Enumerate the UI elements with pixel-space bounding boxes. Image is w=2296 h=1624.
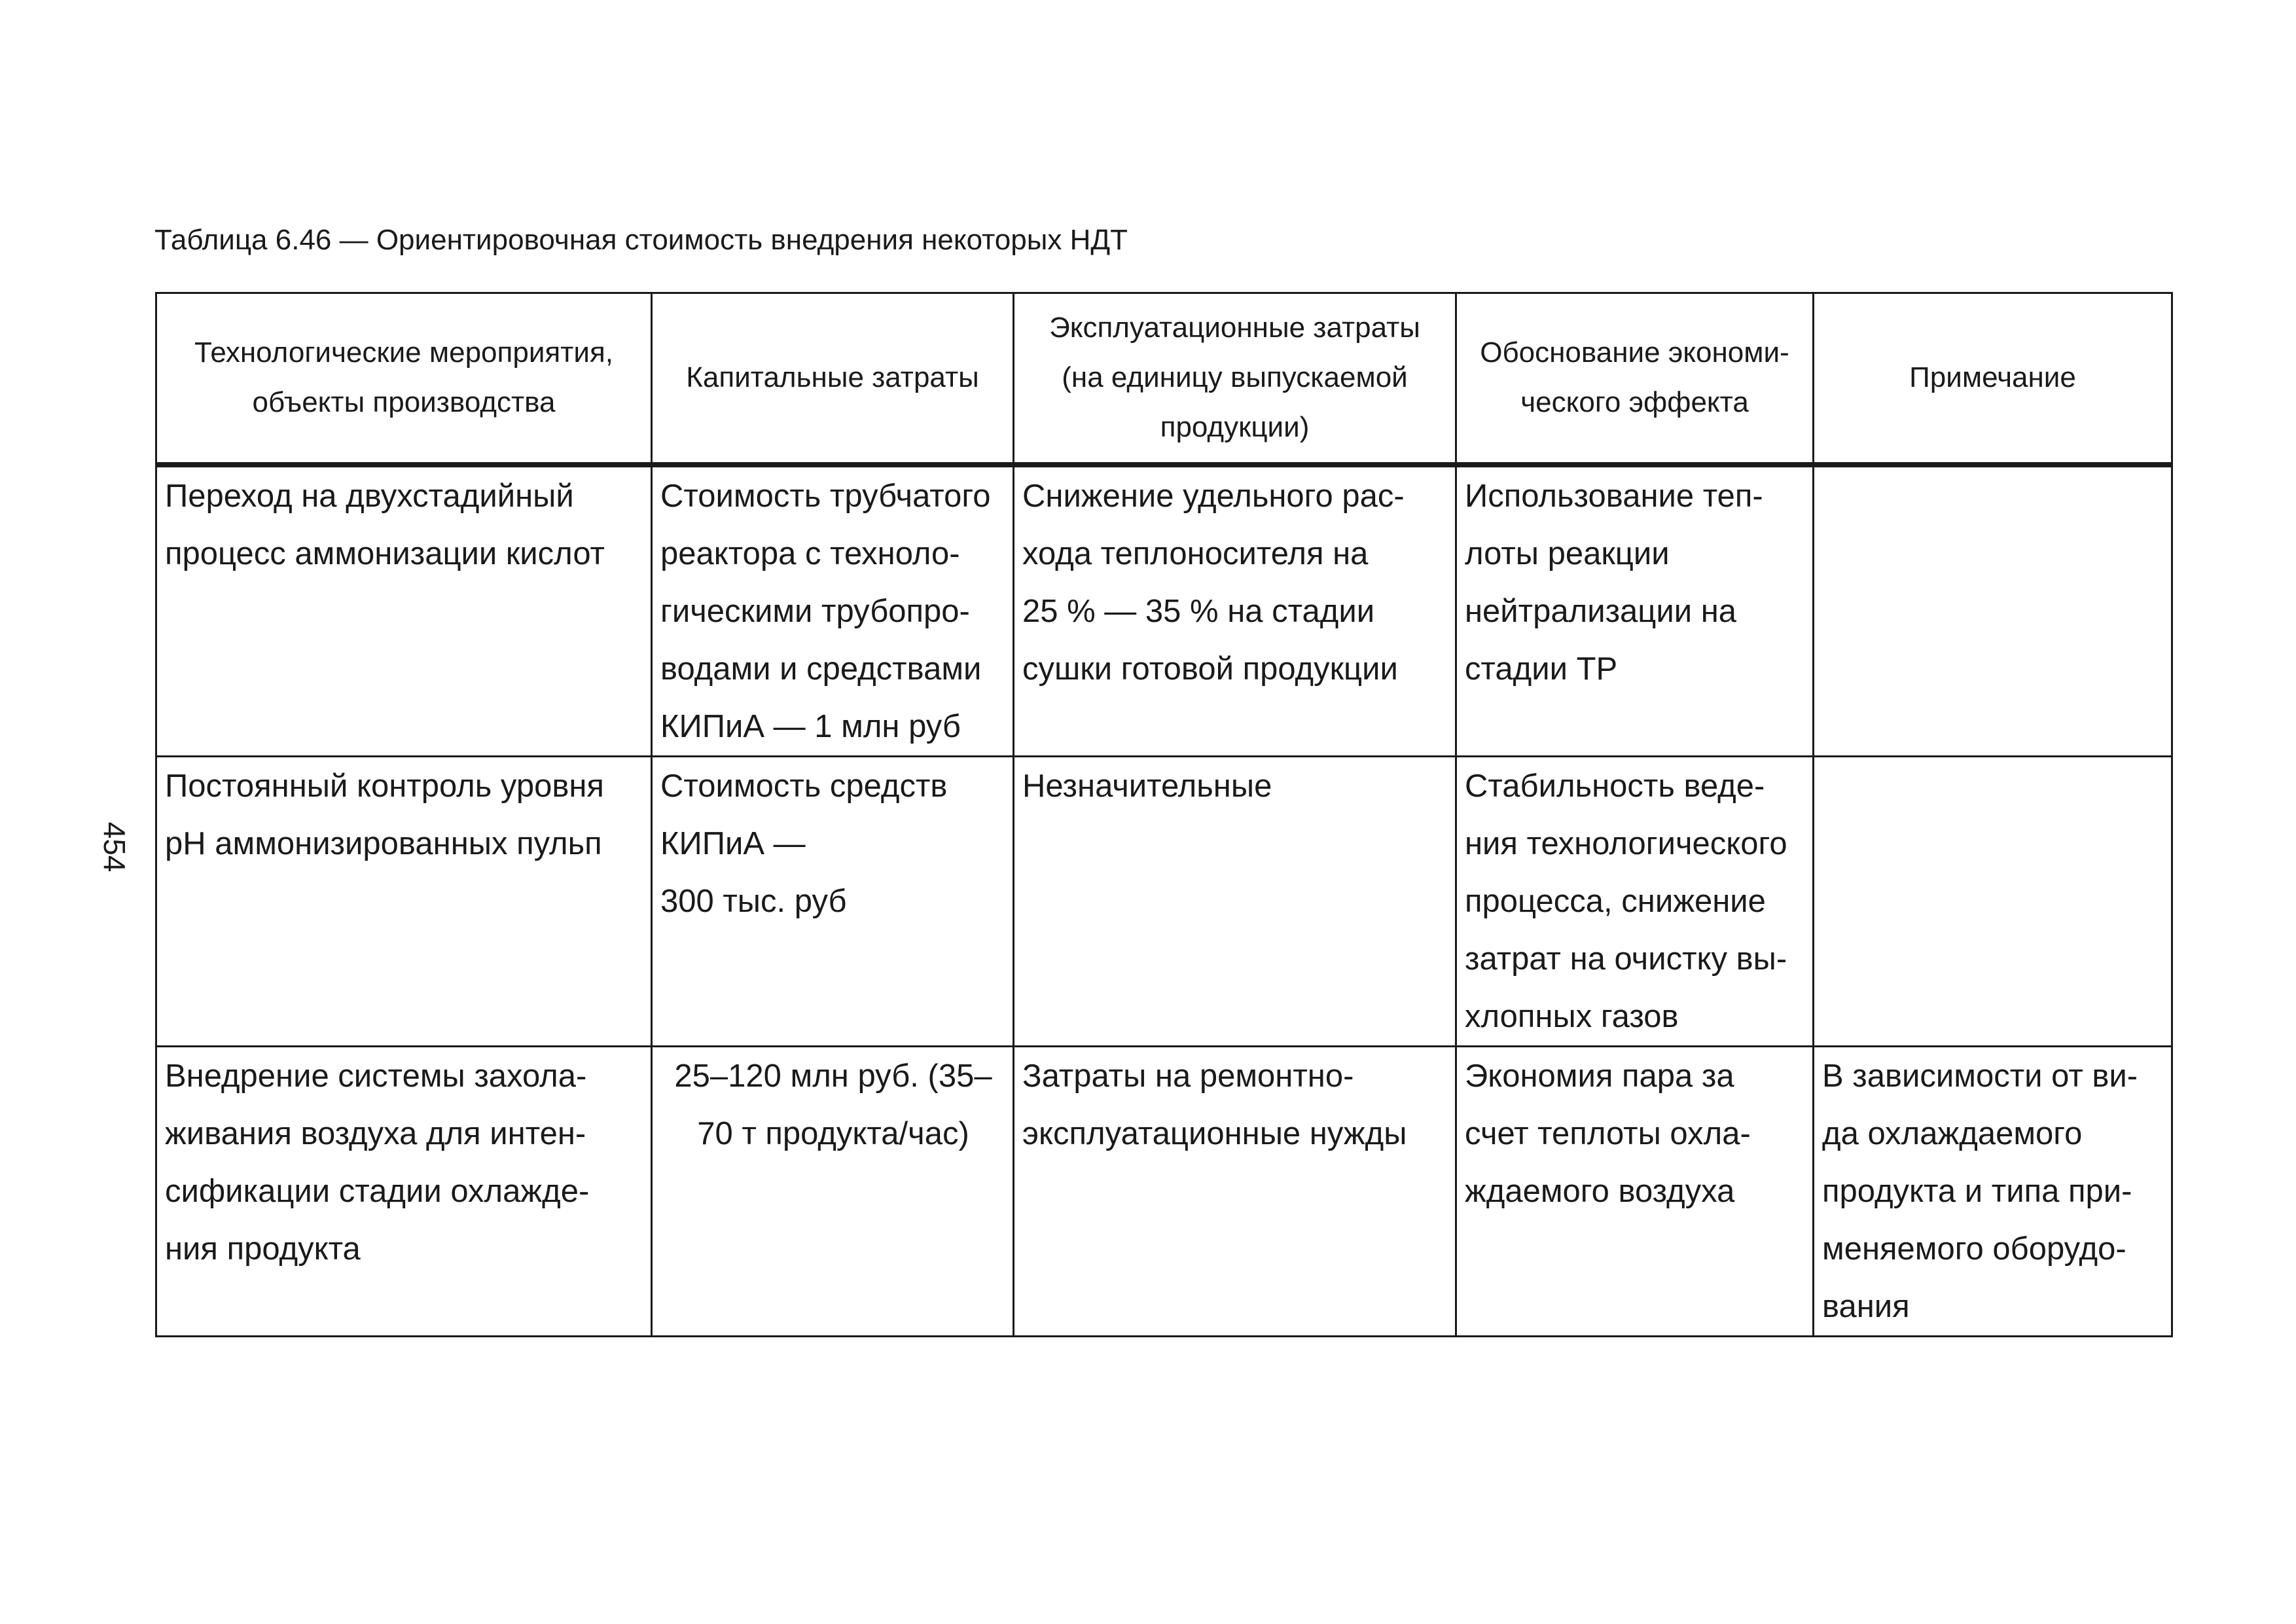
cell-measure: Переход на двухстадийный процесс аммонизации кислот <box>156 465 652 757</box>
cell-capital-costs: Стоимость трубчатого реактора с техноло- гическими трубопро- водами и средствами КИПиА — 1 млн руб <box>652 465 1014 757</box>
cell-capital-costs: Стоимость средств КИПиА — 300 тыс. руб <box>652 756 1014 1046</box>
table-row <box>156 1046 2172 1336</box>
header-measures: Технологические мероприятия, объекты производства <box>156 293 652 465</box>
cell-measure: Постоянный контроль уровня pH аммонизированных пульп <box>156 756 652 1046</box>
header-capital-costs: Капитальные затраты <box>652 293 1014 465</box>
header-operating-costs: Эксплуатационные затраты (на единицу выпускаемой продукции) <box>1014 293 1456 465</box>
cell-economic-justification: Стабильность веде- ния технологического процесса, снижение затрат на очистку вы- хлопных газов <box>1456 756 1814 1046</box>
cell-capital-costs: 25–120 млн руб. (35– 70 т продукта/час) <box>652 1046 1014 1336</box>
header-note: Примечание <box>1814 293 2172 465</box>
cell-measure: Внедрение системы захола- живания воздуха для интен- сификации стадии охлажде- ния продукта <box>156 1046 652 1336</box>
table-row <box>156 756 2172 1046</box>
cell-note <box>1814 465 2172 757</box>
ndt-cost-table <box>155 292 2173 1337</box>
cell-note <box>1814 756 2172 1046</box>
cell-operating-costs: Незначительные <box>1014 756 1456 1046</box>
page-number: 454 <box>98 821 132 873</box>
cell-economic-justification: Экономия пара за счет теплоты охла- ждаемого воздуха <box>1456 1046 1814 1336</box>
cell-operating-costs: Затраты на ремонтно- эксплуатационные нужды <box>1014 1046 1456 1336</box>
table-row <box>156 465 2172 757</box>
cell-economic-justification: Использование теп- лоты реакции нейтрализации на стадии ТР <box>1456 465 1814 757</box>
header-economic-justification: Обоснование экономи- ческого эффекта <box>1456 293 1814 465</box>
cell-operating-costs: Снижение удельного рас- хода теплоносителя на 25 % — 35 % на стадии сушки готовой продукции <box>1014 465 1456 757</box>
table-caption: Таблица 6.46 — Ориентировочная стоимость внедрения некоторых НДТ <box>154 224 1128 256</box>
table-header-row <box>156 293 2172 465</box>
cell-note: В зависимости от ви- да охлаждаемого продукта и типа при- меняемого оборудо- вания <box>1814 1046 2172 1336</box>
